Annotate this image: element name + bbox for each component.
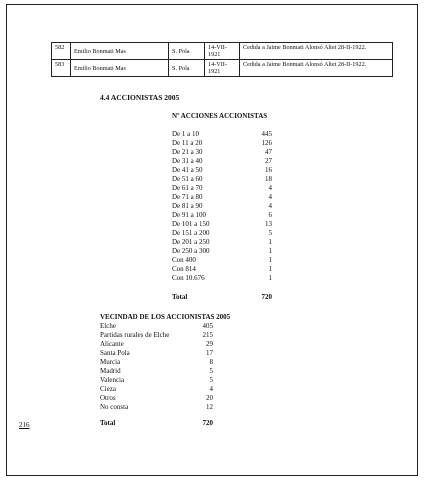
row-label: De 201 a 250 — [172, 238, 210, 246]
row-label: No consta — [100, 403, 129, 411]
row-label: De 250 a 300 — [172, 247, 210, 255]
table-row — [100, 394, 213, 403]
row-value: 12 — [206, 403, 213, 411]
origin-table-header: VECINDAD DE LOS ACCIONISTAS 2005 — [100, 313, 231, 321]
row-value: 4 — [268, 184, 272, 192]
table-row — [172, 238, 272, 247]
table-row — [100, 385, 213, 394]
row-label: De 31 a 40 — [172, 157, 203, 165]
row-label: De 51 a 60 — [172, 175, 203, 183]
transfer-note: Cedida a Jaime Bonmati Alonsó Altet 28-II-1922. — [240, 43, 393, 60]
row-value: 1 — [268, 256, 272, 264]
row-value: 17 — [206, 349, 213, 357]
row-value: 445 — [261, 130, 272, 138]
row-label: Con 400 — [172, 256, 196, 264]
origin-total-row — [100, 419, 213, 428]
table-row — [172, 130, 272, 139]
row-label: Cieza — [100, 385, 116, 393]
table-row — [100, 340, 213, 349]
table-row — [172, 211, 272, 220]
holder-place: S. Pola — [169, 43, 205, 60]
table-row — [172, 175, 272, 184]
row-label: De 91 a 100 — [172, 211, 207, 219]
row-label: Valencia — [100, 376, 125, 384]
row-value: 126 — [261, 139, 272, 147]
row-label: Partidas rurales de Elche — [100, 331, 170, 339]
share-transfer-table — [51, 42, 393, 77]
row-value: 5 — [268, 229, 272, 237]
row-label: Elche — [100, 322, 116, 330]
row-label: De 11 a 20 — [172, 139, 203, 147]
row-value: 5 — [209, 376, 213, 384]
row-value: 1 — [268, 247, 272, 255]
row-value: 13 — [265, 220, 272, 228]
table-row — [172, 265, 272, 274]
holder-name: Emilio Bonmati Mas — [71, 60, 169, 77]
table-row — [172, 220, 272, 229]
share-number: 582 — [52, 43, 71, 60]
row-label: De 71 a 80 — [172, 193, 203, 201]
row-value: 1 — [268, 265, 272, 273]
row-value: 6 — [268, 211, 272, 219]
row-label: Alicante — [100, 340, 124, 348]
table-row — [52, 60, 393, 77]
row-label: Otros — [100, 394, 116, 402]
table-row — [100, 367, 213, 376]
row-value: 4 — [268, 202, 272, 210]
row-value: 16 — [265, 166, 272, 174]
row-value: 215 — [202, 331, 213, 339]
table-row — [172, 274, 272, 283]
table-row — [172, 256, 272, 265]
row-label: De 81 a 90 — [172, 202, 203, 210]
row-value: 8 — [209, 358, 213, 366]
row-label: De 61 a 70 — [172, 184, 203, 192]
row-value: 405 — [202, 322, 213, 330]
row-label: Santa Pola — [100, 349, 130, 357]
table-row — [100, 403, 213, 412]
table-row — [52, 43, 393, 60]
row-label: Murcia — [100, 358, 121, 366]
holder-place: S. Pola — [169, 60, 205, 77]
row-label: De 151 a 200 — [172, 229, 210, 237]
row-value: 18 — [265, 175, 272, 183]
row-value: 47 — [265, 148, 272, 156]
row-value: 29 — [206, 340, 213, 348]
transfer-note: Cedida a Jaime Bonmati Alonsó Altet 28-II-1922. — [240, 60, 393, 77]
table-row — [172, 166, 272, 175]
section-title: 4.4 ACCIONISTAS 2005 — [100, 93, 180, 102]
row-value: 4 — [268, 193, 272, 201]
row-label: Con 10.676 — [172, 274, 205, 282]
page-number: 216 — [19, 421, 30, 429]
row-value: 4 — [209, 385, 213, 393]
table-row — [100, 358, 213, 367]
row-label: De 1 a 10 — [172, 130, 200, 138]
row-label: De 21 a 30 — [172, 148, 203, 156]
share-number: 583 — [52, 60, 71, 77]
row-label: Madrid — [100, 367, 121, 375]
row-value: 20 — [206, 394, 213, 402]
table-row — [100, 322, 213, 331]
table-row — [100, 376, 213, 385]
row-label: De 101 a 150 — [172, 220, 210, 228]
table-row — [172, 247, 272, 256]
table-row — [172, 157, 272, 166]
total-value: 720 — [261, 293, 272, 301]
total-label: Total — [172, 293, 188, 301]
row-value: 27 — [265, 157, 272, 165]
table-row — [172, 193, 272, 202]
shares-table-header: Nº ACCIONES ACCIONISTAS — [172, 112, 268, 120]
table-row — [100, 331, 213, 340]
table-row — [172, 139, 272, 148]
holder-name: Emilio Bonmati Mas — [71, 43, 169, 60]
row-label: De 41 a 50 — [172, 166, 203, 174]
row-value: 1 — [268, 238, 272, 246]
row-value: 5 — [209, 367, 213, 375]
total-label: Total — [100, 419, 116, 427]
table-row — [172, 202, 272, 211]
total-value: 720 — [202, 419, 213, 427]
table-row — [100, 349, 213, 358]
issue-date: 14-VII-1921 — [205, 60, 240, 77]
row-label: Con 814 — [172, 265, 196, 273]
table-row — [172, 148, 272, 157]
shares-total-row — [172, 293, 272, 302]
issue-date: 14-VII-1921 — [205, 43, 240, 60]
row-value: 1 — [268, 274, 272, 282]
table-row — [172, 229, 272, 238]
table-row — [172, 184, 272, 193]
